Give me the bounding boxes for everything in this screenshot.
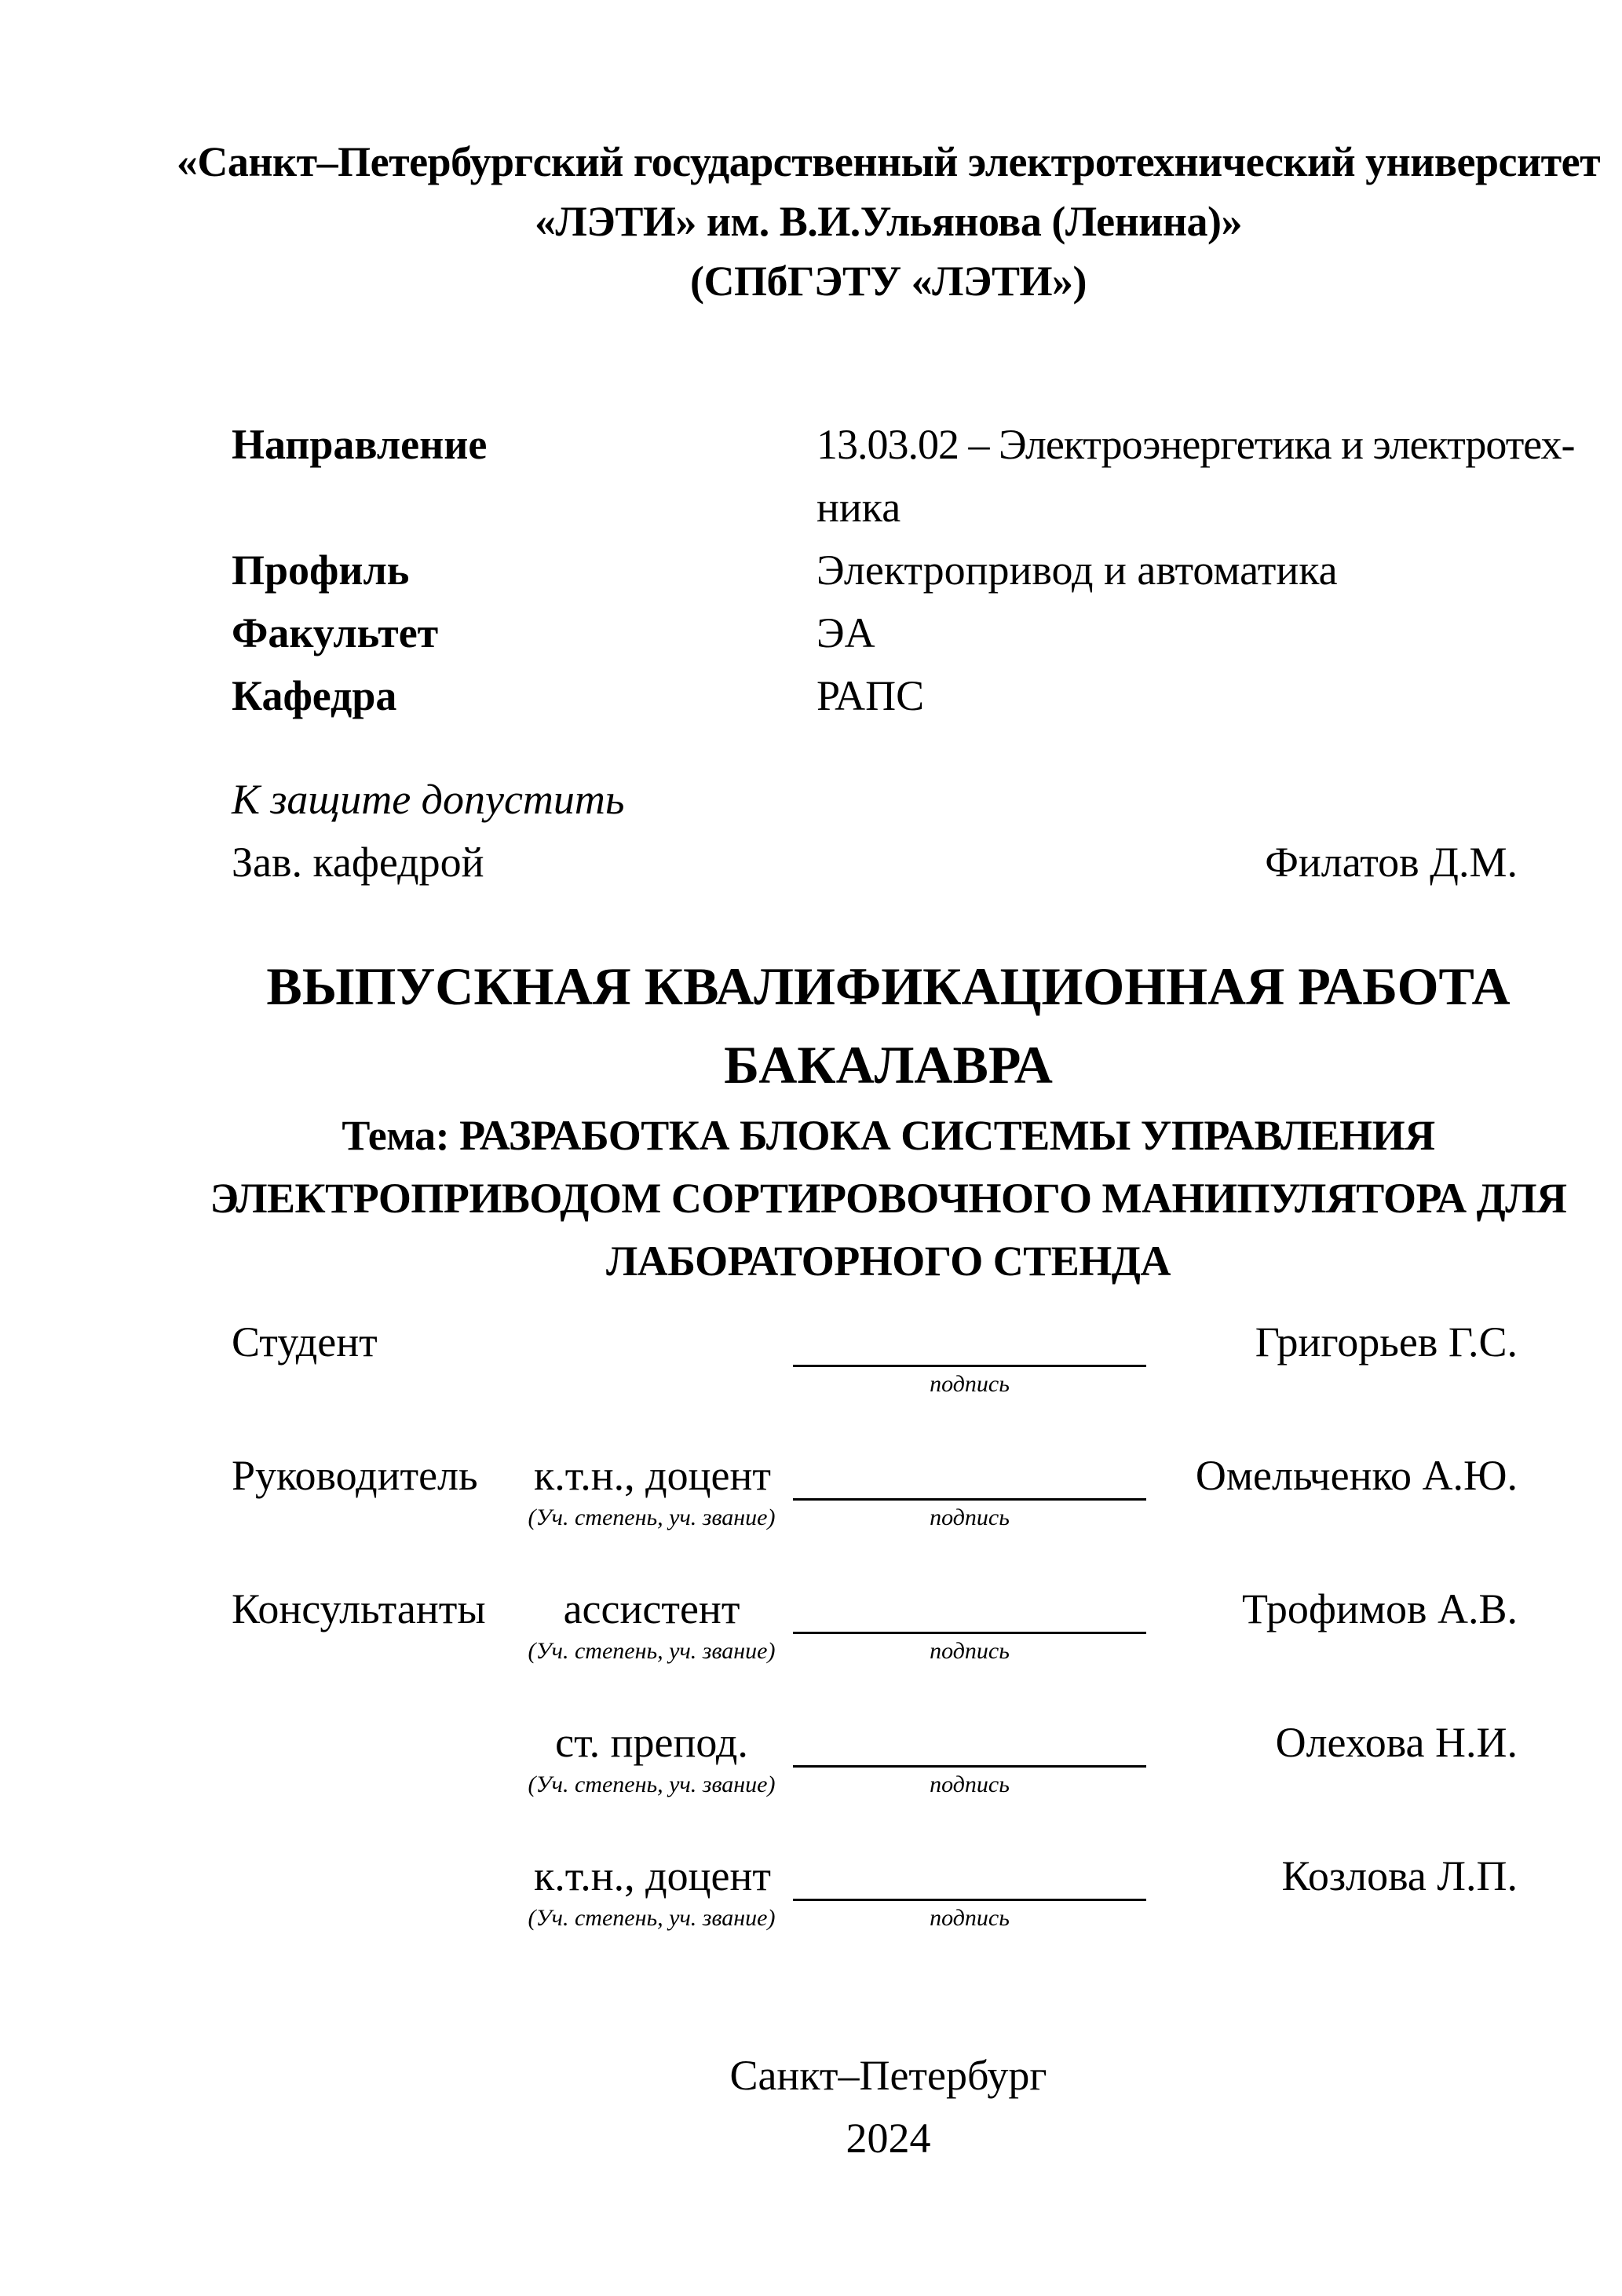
signature-line: [793, 1498, 1146, 1501]
signature-line: [793, 1365, 1146, 1367]
consultant-1-name: Трофимов А.В.: [1242, 1585, 1518, 1632]
program-fields: [232, 413, 1575, 727]
faculty-label: Факультет: [232, 609, 439, 656]
field-row-department: [232, 664, 1545, 727]
signature-row-consultant-2: [232, 1718, 1545, 1852]
signature-row-supervisor: [232, 1451, 1545, 1585]
consultant-3-name: Козлова Л.П.: [1281, 1852, 1518, 1899]
field-row-profile: [232, 539, 1545, 601]
year-label: 2024: [846, 2115, 931, 2162]
signature-line: [793, 1765, 1146, 1768]
signature-row-consultant-1: [232, 1585, 1545, 1718]
degree-caption: (Уч. степень, уч. звание): [528, 1504, 776, 1530]
student-role-label: Студент: [232, 1318, 378, 1366]
signature-caption: подпись: [930, 1638, 1010, 1664]
approval-block: [232, 768, 1545, 894]
work-title: [232, 947, 1545, 1104]
page-content: [176, 0, 1601, 2170]
direction-value-line1: 13.03.02 – Электроэнергетика и электротех-: [816, 421, 1575, 468]
faculty-value: ЭА: [816, 609, 875, 656]
department-value: РАПС: [816, 672, 925, 719]
supervisor-name: Омельченко А.Ю.: [1195, 1452, 1518, 1499]
work-theme-line1: Тема: РАЗРАБОТКА БЛОКА СИСТЕМЫ УПРАВЛЕНИЯ: [342, 1112, 1435, 1159]
signature-caption: подпись: [930, 1371, 1010, 1397]
consultant-2-degree: ст. препод.: [555, 1719, 748, 1766]
degree-caption: (Уч. степень, уч. звание): [528, 1905, 776, 1931]
supervisor-role-label: Руководитель: [232, 1452, 478, 1499]
university-name-line1: «Санкт–Петербургский государственный электротехнический университет: [176, 138, 1601, 185]
university-abbreviation: (СПбГЭТУ «ЛЭТИ»): [690, 258, 1087, 305]
work-theme: [210, 1104, 1567, 1292]
signature-caption: подпись: [930, 1771, 1010, 1797]
work-theme-line3: ЛАБОРАТОРНОГО СТЕНДА: [606, 1238, 1171, 1285]
direction-label: Направление: [232, 421, 488, 468]
city-year-footer: [232, 2044, 1545, 2170]
signature-caption: подпись: [930, 1504, 1010, 1530]
field-row-faculty: [232, 601, 1545, 664]
to-defense-line: К защите допустить: [232, 776, 625, 823]
signature-line: [793, 1632, 1146, 1634]
signature-row-student: [232, 1318, 1545, 1451]
signature-caption: подпись: [930, 1905, 1010, 1931]
signature-line: [793, 1899, 1146, 1901]
consultant-1-degree: ассистент: [563, 1585, 740, 1632]
profile-value: Электропривод и автоматика: [816, 547, 1338, 594]
department-label: Кафедра: [232, 672, 397, 719]
direction-value-line2: ника: [816, 484, 901, 531]
department-head-name: Филатов Д.М.: [1265, 839, 1518, 886]
university-name-line2: «ЛЭТИ» им. В.И.Ульянова (Ленина)»: [535, 198, 1242, 245]
degree-caption: (Уч. степень, уч. звание): [528, 1638, 776, 1664]
university-header: [176, 132, 1601, 311]
work-theme-line2: ЭЛЕКТРОПРИВОДОМ СОРТИРОВОЧНОГО МАНИПУЛЯТОРА ДЛЯ: [210, 1175, 1567, 1222]
signature-row-consultant-3: [232, 1852, 1545, 1969]
profile-label: Профиль: [232, 547, 410, 594]
consultants-role-label: Консультанты: [232, 1585, 486, 1632]
supervisor-degree: к.т.н., доцент: [534, 1452, 772, 1499]
student-name: Григорьев Г.С.: [1255, 1318, 1518, 1366]
department-head-row: [232, 831, 1545, 894]
consultant-2-name: Олехова Н.И.: [1275, 1719, 1518, 1766]
direction-value: [816, 413, 1575, 539]
city-label: Санкт–Петербург: [729, 2052, 1047, 2099]
degree-caption: (Уч. степень, уч. звание): [528, 1771, 776, 1797]
consultant-3-degree: к.т.н., доцент: [534, 1852, 772, 1899]
signatures-section: [232, 1318, 1545, 1969]
department-head-label: Зав. кафедрой: [232, 839, 484, 886]
work-title-line1: ВЫПУСКНАЯ КВАЛИФИКАЦИОННАЯ РАБОТА: [266, 956, 1511, 1016]
field-row-direction: [232, 413, 1575, 539]
work-title-line2: БАКАЛАВРА: [724, 1035, 1053, 1095]
